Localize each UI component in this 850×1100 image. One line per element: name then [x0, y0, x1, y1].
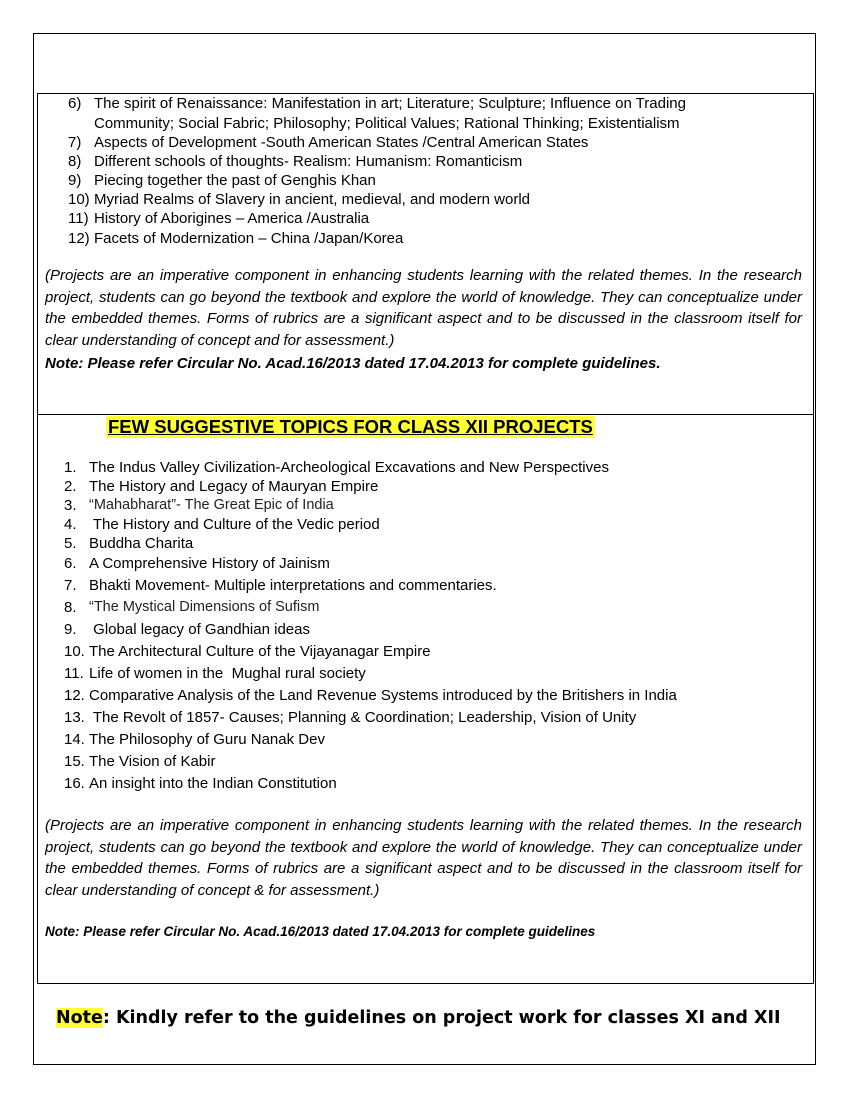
item-text: The Philosophy of Guru Nanak Dev — [89, 731, 325, 748]
item-text: The spirit of Renaissance: Manifestation in art; Literature; Sculpture; Influence on Trading — [94, 95, 686, 112]
item-number: 9) — [68, 172, 82, 189]
item-number: 7) — [68, 134, 82, 151]
note-text: : Kindly refer to the guidelines on project work for classes XI and XII — [102, 1008, 781, 1028]
list-item — [68, 153, 523, 170]
item-number: 12) — [68, 230, 90, 247]
item-text: “The Mystical Dimensions of Sufism — [89, 599, 320, 615]
item-text: Myriad Realms of Slavery in ancient, medieval, and modern world — [94, 191, 531, 208]
list-item — [64, 731, 325, 748]
list-item — [64, 459, 609, 476]
list-item — [64, 599, 320, 616]
list-item — [64, 478, 379, 495]
item-number: 1. — [64, 459, 77, 476]
item-text: The Indus Valley Civilization-Archeological Excavations and New Perspectives — [89, 459, 609, 476]
list-item — [68, 210, 370, 227]
xii-section-heading: FEW SUGGESTIVE TOPICS FOR CLASS XII PROJECTS — [108, 416, 593, 437]
xi-projects-paragraph: (Projects are an imperative component in enhancing students learning with the related themes. In the research project, students can go beyond the textbook and explore the world of knowledge. They can conceptualize under the embedded themes. Forms of rubrics are a significant aspect and to be discussed in the classroom itself for clear understanding of concept and for assessment.) — [45, 267, 802, 349]
item-number: 13. — [64, 709, 85, 726]
item-text: The Architectural Culture of the Vijayanagar Empire — [89, 643, 431, 660]
item-text: An insight into the Indian Constitution — [89, 775, 337, 792]
item-number: 7. — [64, 577, 77, 594]
item-text: Bhakti Movement- Multiple interpretations and commentaries. — [89, 577, 497, 594]
item-number: 11. — [64, 665, 84, 682]
item-number: 9. — [64, 621, 77, 638]
item-number: 6. — [64, 555, 77, 572]
item-text: A Comprehensive History of Jainism — [89, 555, 330, 572]
list-item — [68, 191, 531, 208]
item-number: 3. — [64, 497, 77, 514]
list-item — [64, 687, 677, 704]
list-item — [64, 753, 216, 770]
item-number: 6) — [68, 95, 82, 112]
item-number: 11) — [68, 210, 89, 227]
list-item — [64, 516, 380, 533]
item-number: 2. — [64, 478, 77, 495]
list-item — [68, 134, 589, 151]
item-number: 4. — [64, 516, 77, 533]
list-item — [64, 709, 637, 726]
xi-circular-note: Note: Please refer Circular No. Acad.16/2013 dated 17.04.2013 for complete guidelines. — [45, 355, 661, 372]
item-number: 10. — [64, 643, 85, 660]
list-item — [64, 665, 366, 682]
item-number: 15. — [64, 753, 85, 770]
item-text: Different schools of thoughts- Realism: Humanism: Romanticism — [94, 153, 523, 170]
list-item — [68, 95, 686, 112]
list-item-continuation: Community; Social Fabric; Philosophy; Political Values; Rational Thinking; Existentialism — [94, 115, 680, 132]
list-item — [68, 230, 404, 247]
item-text: The History and Culture of the Vedic period — [89, 516, 380, 533]
item-text: The History and Legacy of Mauryan Empire — [89, 478, 379, 495]
list-item — [64, 555, 330, 572]
item-text: Facets of Modernization – China /Japan/Korea — [94, 230, 404, 247]
xii-circular-note: Note: Please refer Circular No. Acad.16/2013 dated 17.04.2013 for complete guidelines — [45, 924, 596, 939]
item-text: The Vision of Kabir — [89, 753, 216, 770]
item-number: 14. — [64, 731, 85, 748]
item-text: Comparative Analysis of the Land Revenue Systems introduced by the Britishers in India — [89, 687, 677, 704]
item-number: 16. — [64, 775, 85, 792]
item-number: 8. — [64, 599, 77, 616]
list-item — [64, 621, 310, 638]
xii-projects-paragraph: (Projects are an imperative component in enhancing students learning with the related themes. In the research project, students can go beyond the textbook and explore the world of knowledge. They can conceptualize under the embedded themes. Forms of rubrics are a significant aspect and to be discussed in the classroom itself for clear understanding of concept & for assessment.) — [45, 817, 802, 899]
item-text: Life of women in the Mughal rural society — [89, 665, 366, 682]
section-divider — [37, 414, 814, 415]
item-text: “Mahabharat”- The Great Epic of India — [89, 497, 334, 513]
list-item — [64, 497, 334, 514]
item-text: The Revolt of 1857- Causes; Planning & Coordination; Leadership, Vision of Unity — [89, 709, 637, 726]
list-item — [68, 172, 376, 189]
note-label: Note — [56, 1008, 103, 1028]
item-number: 8) — [68, 153, 82, 170]
list-item — [64, 577, 497, 594]
item-number: 5. — [64, 535, 77, 552]
item-text: Global legacy of Gandhian ideas — [89, 621, 310, 638]
item-text: Piecing together the past of Genghis Khan — [94, 172, 376, 189]
bottom-guidelines-note — [56, 1008, 780, 1028]
list-item — [64, 535, 194, 552]
list-item — [64, 643, 431, 660]
item-number: 10) — [68, 191, 90, 208]
list-item — [64, 775, 337, 792]
item-number: 12. — [64, 687, 85, 704]
item-text: Aspects of Development -South American States /Central American States — [94, 134, 589, 151]
item-text: History of Aborigines – America /Australia — [94, 210, 370, 227]
item-text: Buddha Charita — [89, 535, 194, 552]
